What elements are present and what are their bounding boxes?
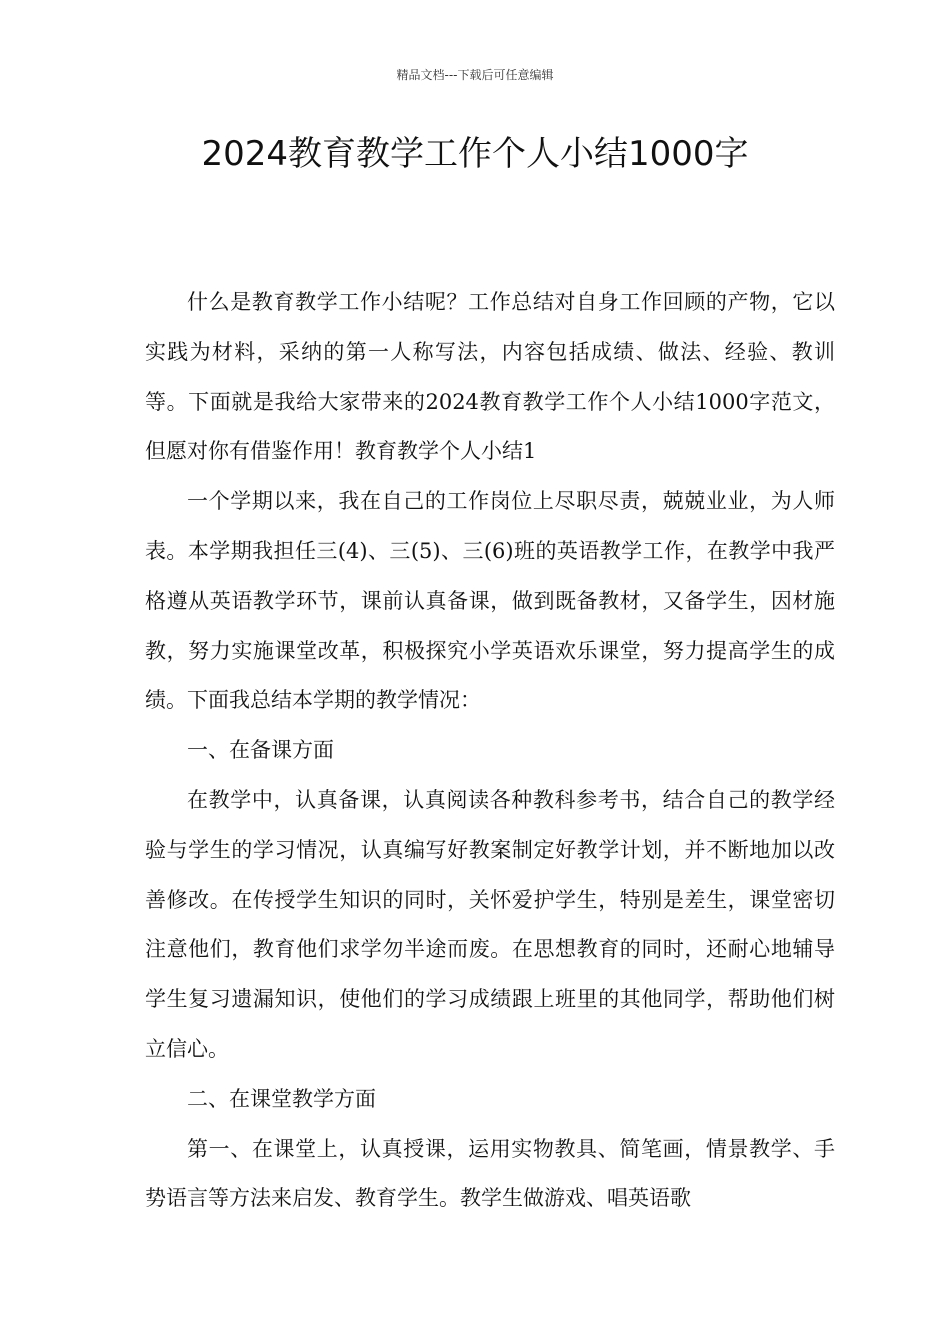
document-body [145, 278, 835, 1224]
paragraph-lesson-prep: 在教学中，认真备课，认真阅读各种教科参考书，结合自己的教学经验与学生的学习情况，认真编写好教案制定好教学计划，并不断地加以改善修改。在传授学生知识的同时，关怀爱护学生，特别是差生，课堂密切注意他们，教育他们求学勿半途而废。在思想教育的同时，还耐心地辅导学生复习遗漏知识，使他们的学习成绩跟上班里的其他同学，帮助他们树立信心。 [145, 787, 835, 1061]
paragraph-classroom-teaching: 第一、在课堂上，认真授课，运用实物教具、简笔画，情景教学、手势语言等方法来启发、教育学生。教学生做游戏、唱英语歌 [145, 1136, 835, 1211]
paragraph-intro: 什么是教育教学工作小结呢？工作总结对自身工作回顾的产物，它以实践为材料，采纳的第一人称写法，内容包括成绩、做法、经验、教训等。下面就是我给大家带来的2024教育教学工作个人小结1000字范文，但愿对你有借鉴作用！教育教学个人小结1 [145, 290, 835, 464]
section-heading-classroom-teaching: 二、在课堂教学方面 [187, 1086, 376, 1111]
paragraph-overview: 一个学期以来，我在自己的工作岗位上尽职尽责，兢兢业业，为人师表。本学期我担任三(4)、三(5)、三(6)班的英语教学工作，在教学中我严格遵从英语教学环节，课前认真备课，做到既备教材，又备学生，因材施教，努力实施课堂改革，积极探究小学英语欢乐课堂，努力提高学生的成绩。下面我总结本学期的教学情况： [145, 489, 835, 713]
document-title: 2024教育教学工作个人小结1000字 [201, 134, 749, 174]
section-heading-lesson-prep: 一、在备课方面 [187, 738, 334, 763]
page-header-watermark: 精品文档---下载后可任意编辑 [396, 68, 554, 82]
